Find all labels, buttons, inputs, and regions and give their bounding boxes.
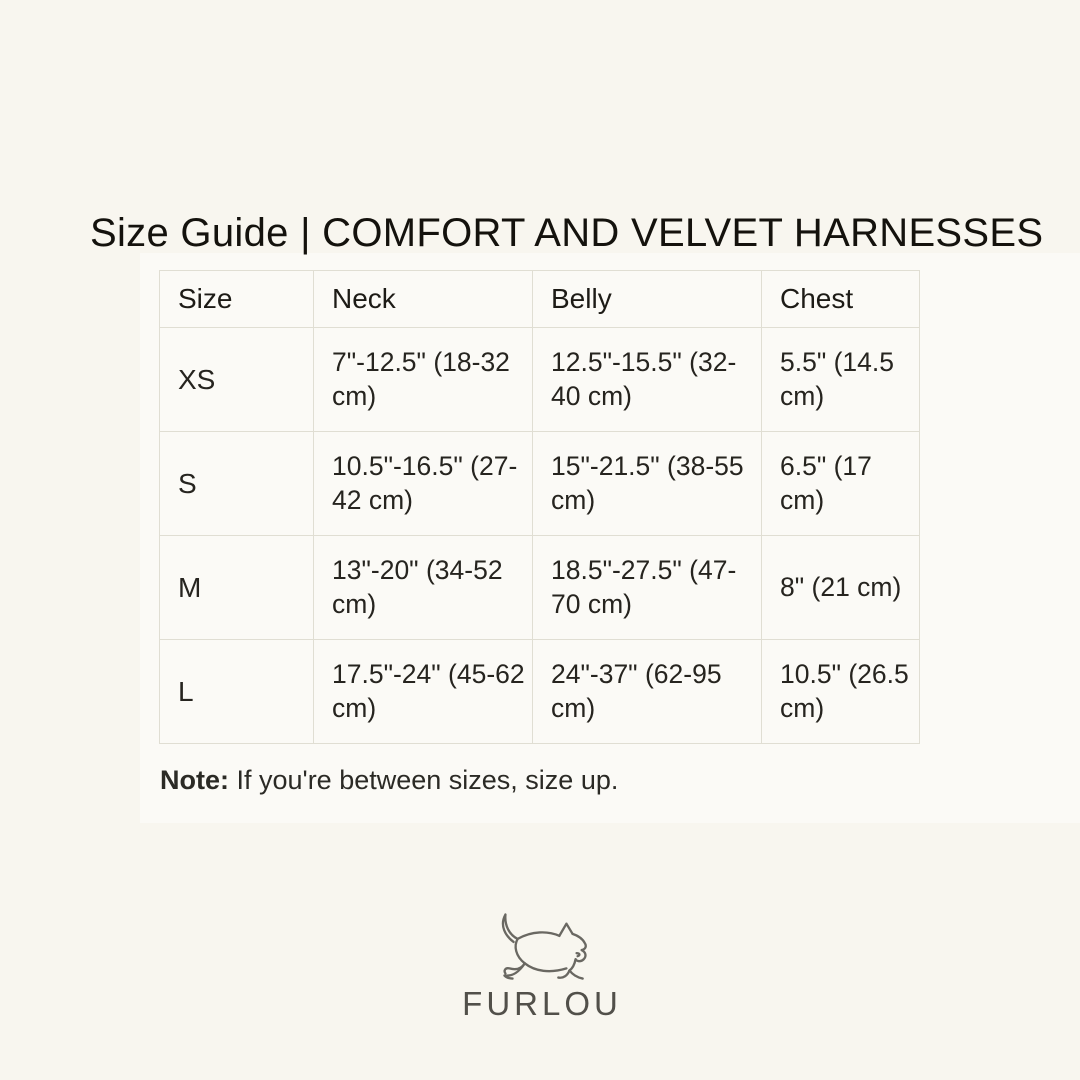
cell-chest: 10.5" (26.5 cm) [762, 640, 920, 744]
cell-size: S [160, 432, 314, 536]
table-row-xs [160, 328, 920, 432]
cell-belly: 18.5"-27.5" (47-70 cm) [533, 536, 762, 640]
table-row-l [160, 640, 920, 744]
column-header-size: Size [160, 271, 314, 328]
cell-neck: 17.5"-24" (45-62 cm) [314, 640, 533, 744]
cell-belly: 12.5"-15.5" (32-40 cm) [533, 328, 762, 432]
column-header-belly: Belly [533, 271, 762, 328]
cell-neck: 13"-20" (34-52 cm) [314, 536, 533, 640]
column-header-neck: Neck [314, 271, 533, 328]
page-title: Size Guide | COMFORT AND VELVET HARNESSES [90, 211, 1044, 255]
cell-chest: 5.5" (14.5 cm) [762, 328, 920, 432]
cell-size: L [160, 640, 314, 744]
table-header-row [160, 271, 920, 328]
jumping-dog-logo-icon [479, 903, 601, 985]
cell-neck: 7"-12.5" (18-32 cm) [314, 328, 533, 432]
brand-wordmark: FURLOU [462, 985, 622, 1022]
note-label: Note: [160, 765, 229, 795]
cell-size: XS [160, 328, 314, 432]
brand-block [0, 903, 1080, 1023]
cell-size: M [160, 536, 314, 640]
cell-neck: 10.5"-16.5" (27-42 cm) [314, 432, 533, 536]
column-header-chest: Chest [762, 271, 920, 328]
cell-chest: 8" (21 cm) [762, 536, 920, 640]
cell-chest: 6.5" (17 cm) [762, 432, 920, 536]
sizing-note [160, 765, 618, 796]
table-row-s [160, 432, 920, 536]
table-row-m [160, 536, 920, 640]
cell-belly: 24"-37" (62-95 cm) [533, 640, 762, 744]
size-table [159, 270, 920, 744]
cell-belly: 15"-21.5" (38-55 cm) [533, 432, 762, 536]
note-text: If you're between sizes, size up. [229, 765, 619, 795]
